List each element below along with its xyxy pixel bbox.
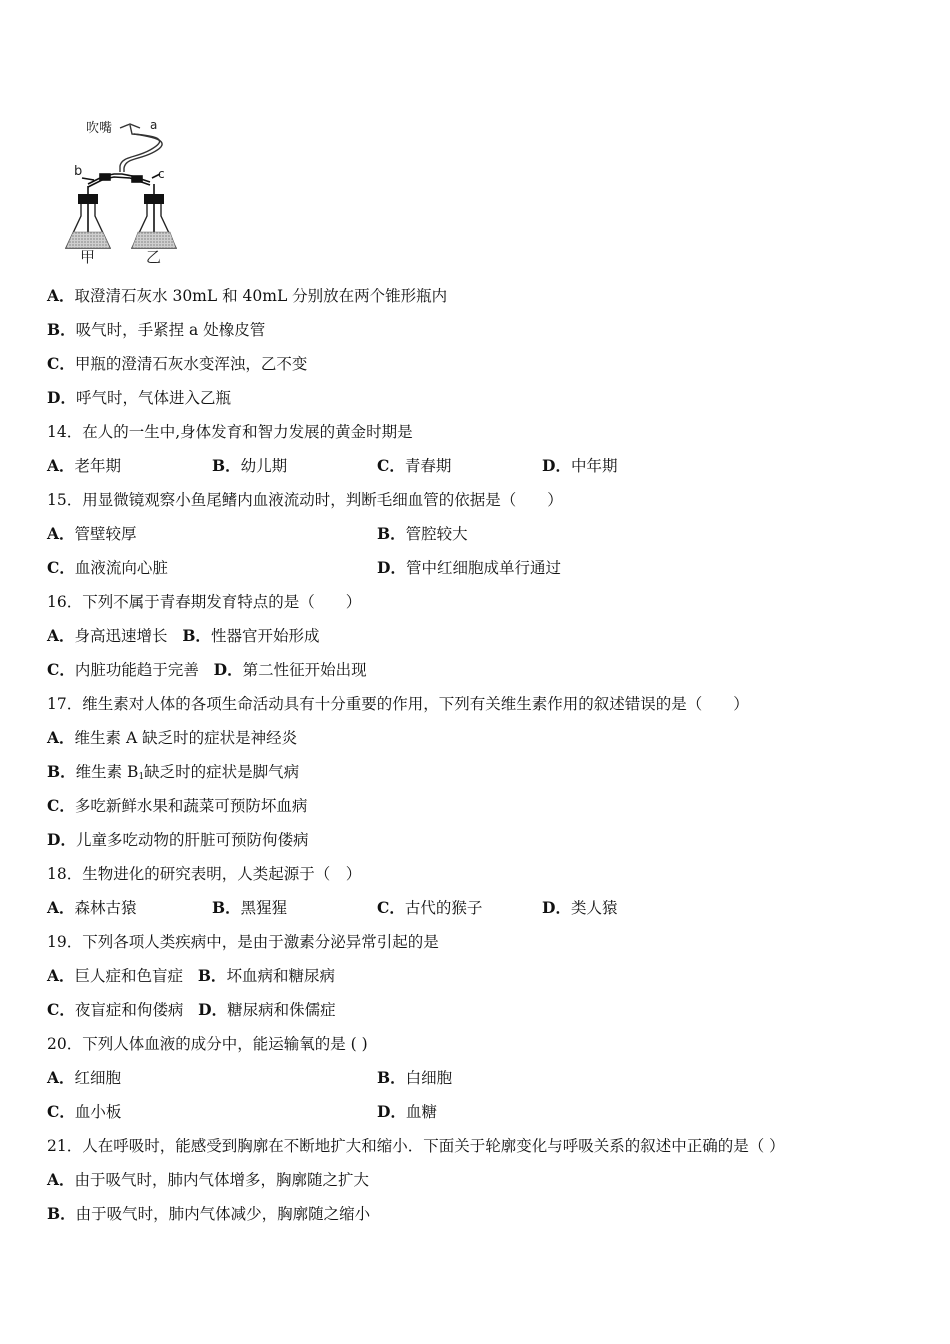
option-letter: C． bbox=[377, 456, 405, 475]
q16-option-c bbox=[47, 661, 199, 679]
option-letter: C． bbox=[47, 1102, 75, 1121]
q13-option-d bbox=[47, 388, 231, 408]
option-text: 中年期 bbox=[570, 457, 618, 475]
option-letter: A． bbox=[47, 728, 75, 747]
option-text: 红细胞 bbox=[74, 1069, 122, 1087]
option-letter: C． bbox=[377, 898, 405, 917]
q16-stem: 16．下列不属于青春期发育特点的是（ ） bbox=[47, 593, 362, 611]
q20-option-b bbox=[377, 1068, 452, 1088]
q13-option-b bbox=[47, 320, 265, 340]
option-letter: B． bbox=[377, 524, 406, 543]
q20-option-c bbox=[47, 1102, 121, 1122]
q16-options-row1 bbox=[47, 626, 319, 646]
q16-option-a bbox=[47, 627, 168, 645]
option-letter: A． bbox=[47, 286, 75, 305]
option-text: 由于吸气时，肺内气体增多，胸廓随之扩大 bbox=[74, 1171, 370, 1189]
q13-option-a bbox=[47, 286, 447, 306]
q21-option-b bbox=[47, 1204, 370, 1224]
q14-option-b bbox=[212, 456, 287, 476]
option-text: 维生素 A 缺乏时的症状是神经炎 bbox=[74, 729, 298, 747]
q17-stem: 17．维生素对人体的各项生命活动具有十分重要的作用，下列有关维生素作用的叙述错误的是（ ） bbox=[47, 695, 749, 713]
option-letter: D． bbox=[47, 830, 76, 849]
q18-option-d bbox=[542, 898, 617, 918]
option-text: 管中红细胞成单行通过 bbox=[405, 559, 561, 577]
q14-stem: 14．在人的一生中,身体发育和智力发展的黄金时期是 bbox=[47, 423, 413, 441]
option-letter: D． bbox=[47, 388, 76, 407]
option-text: 吸气时，手紧捏 a 处橡皮管 bbox=[75, 321, 266, 339]
option-text: 老年期 bbox=[74, 457, 122, 475]
q15-stem: 15．用显微镜观察小鱼尾鳍内血液流动时，判断毛细血管的依据是（ ） bbox=[47, 491, 563, 509]
option-text: 糖尿病和侏儒症 bbox=[227, 1001, 336, 1019]
q17-option-d bbox=[47, 830, 308, 850]
option-text: 青春期 bbox=[404, 457, 452, 475]
option-letter: B． bbox=[182, 626, 211, 645]
q20-stem: 20．下列人体血液的成分中，能运输氧的是 ( ) bbox=[47, 1035, 368, 1053]
q15-option-c bbox=[47, 558, 168, 578]
option-text: 幼儿期 bbox=[240, 457, 288, 475]
q19-option-a bbox=[47, 967, 183, 985]
option-letter: D． bbox=[542, 456, 571, 475]
option-letter: A． bbox=[47, 626, 75, 645]
option-letter: C． bbox=[47, 558, 75, 577]
q17-option-a bbox=[47, 728, 297, 748]
q19-option-d bbox=[198, 1001, 335, 1019]
option-text: 夜盲症和佝偻病 bbox=[74, 1001, 184, 1019]
option-letter: A． bbox=[47, 966, 75, 985]
option-text: 血糖 bbox=[405, 1103, 437, 1121]
q21-option-a bbox=[47, 1170, 369, 1190]
option-text: 坏血病和糖尿病 bbox=[226, 967, 335, 985]
q19-stem: 19．下列各项人类疾病中，是由于激素分泌异常引起的是 bbox=[47, 933, 439, 951]
option-letter: A． bbox=[47, 1170, 75, 1189]
option-letter: C． bbox=[47, 796, 75, 815]
label-a: a bbox=[150, 118, 158, 132]
option-text-pre: 维生素 B bbox=[75, 763, 139, 781]
option-letter: B． bbox=[212, 898, 241, 917]
q19-options-row2 bbox=[47, 1000, 336, 1020]
option-text: 儿童多吃动物的肝脏可预防佝偻病 bbox=[75, 831, 309, 849]
q20-option-d bbox=[377, 1102, 437, 1122]
option-letter: B． bbox=[197, 966, 227, 985]
option-letter: B． bbox=[47, 1204, 76, 1223]
q14-option-c bbox=[377, 456, 451, 476]
label-yi: 乙 bbox=[146, 248, 162, 264]
q18-option-c bbox=[377, 898, 482, 918]
option-text-post: 缺乏时的症状是脚气病 bbox=[144, 763, 300, 781]
option-letter: A． bbox=[47, 1068, 75, 1087]
q20-option-a bbox=[47, 1068, 121, 1088]
option-letter: D． bbox=[377, 558, 406, 577]
option-text: 巨人症和色盲症 bbox=[74, 967, 184, 985]
option-text: 身高迅速增长 bbox=[74, 627, 168, 645]
experiment-diagram bbox=[60, 112, 190, 264]
option-text: 取澄清石灰水 30mL 和 40mL 分别放在两个锥形瓶内 bbox=[74, 287, 448, 305]
option-letter: D． bbox=[377, 1102, 406, 1121]
option-text: 性器官开始形成 bbox=[210, 627, 320, 645]
option-letter: C． bbox=[47, 1000, 75, 1019]
q15-option-b bbox=[377, 524, 468, 544]
label-jia: 甲 bbox=[80, 248, 96, 264]
option-text: 血液流向心脏 bbox=[74, 559, 168, 577]
q14-option-a bbox=[47, 456, 121, 476]
q13-option-c bbox=[47, 354, 307, 374]
subscript: 1 bbox=[138, 772, 145, 782]
option-text: 甲瓶的澄清石灰水变浑浊，乙不变 bbox=[74, 355, 308, 373]
option-text: 管壁较厚 bbox=[74, 525, 137, 543]
option-text: 黑猩猩 bbox=[240, 899, 288, 917]
q18-stem: 18．生物进化的研究表明，人类起源于（ ） bbox=[47, 865, 362, 883]
option-letter: D． bbox=[198, 1000, 228, 1019]
option-text: 血小板 bbox=[74, 1103, 122, 1121]
q14-option-d bbox=[542, 456, 617, 476]
option-letter: B． bbox=[47, 320, 76, 339]
q21-stem: 21．人在呼吸时，能感受到胸廓在不断地扩大和缩小．下面关于轮廓变化与呼吸关系的叙述中正确的是（ ） bbox=[47, 1137, 785, 1155]
q18-option-a bbox=[47, 898, 137, 918]
q16-option-d bbox=[214, 661, 367, 679]
mouthpiece-label: 吹嘴 bbox=[86, 121, 113, 136]
q16-option-b bbox=[182, 627, 319, 645]
q17-option-b bbox=[47, 762, 299, 787]
q16-options-row2 bbox=[47, 660, 367, 680]
q17-option-c bbox=[47, 796, 307, 816]
q15-option-d bbox=[377, 558, 561, 578]
option-text: 多吃新鲜水果和蔬菜可预防坏血病 bbox=[74, 797, 308, 815]
option-text: 森林古猿 bbox=[74, 899, 137, 917]
label-c: c bbox=[158, 167, 165, 181]
option-letter: B． bbox=[47, 762, 76, 781]
option-letter: D． bbox=[213, 660, 243, 679]
q19-options-row1 bbox=[47, 966, 335, 986]
option-text: 白细胞 bbox=[405, 1069, 453, 1087]
option-letter: A． bbox=[47, 456, 75, 475]
q15-option-a bbox=[47, 524, 137, 544]
q19-option-c bbox=[47, 1001, 183, 1019]
option-text: 由于吸气时，肺内气体减少，胸廓随之缩小 bbox=[75, 1205, 371, 1223]
option-letter: C． bbox=[47, 660, 75, 679]
q18-option-b bbox=[212, 898, 287, 918]
option-letter: B． bbox=[212, 456, 241, 475]
option-text: 古代的猴子 bbox=[404, 899, 483, 917]
option-text: 类人猿 bbox=[570, 899, 618, 917]
option-letter: A． bbox=[47, 898, 75, 917]
q19-option-b bbox=[198, 967, 335, 985]
option-letter: D． bbox=[542, 898, 571, 917]
option-text: 呼气时，气体进入乙瓶 bbox=[75, 389, 231, 407]
option-letter: B． bbox=[377, 1068, 406, 1087]
option-letter: C． bbox=[47, 354, 75, 373]
label-b: b bbox=[74, 164, 83, 179]
option-letter: A． bbox=[47, 524, 75, 543]
option-text: 第二性征开始出现 bbox=[242, 661, 367, 679]
option-text: 管腔较大 bbox=[405, 525, 468, 543]
option-text: 内脏功能趋于完善 bbox=[74, 661, 199, 679]
